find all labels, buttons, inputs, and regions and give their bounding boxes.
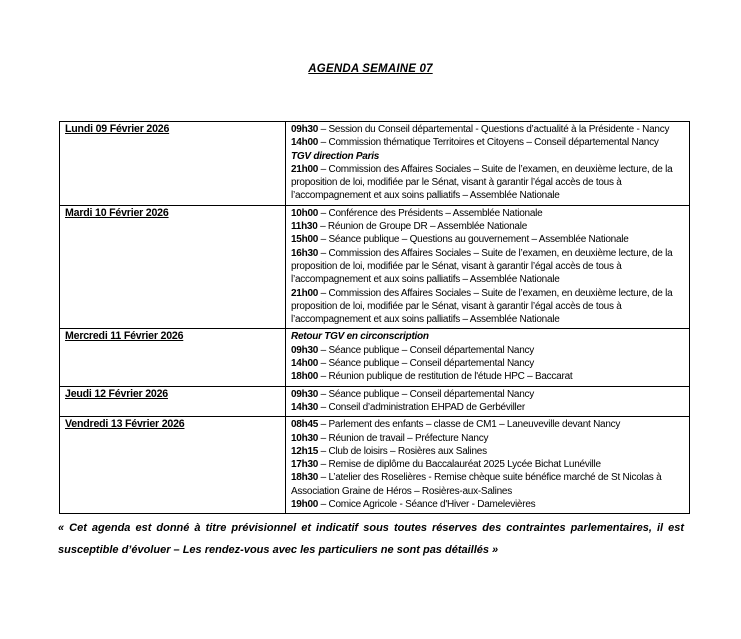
day-label: Lundi 09 Février 2026 [65, 123, 170, 135]
agenda-entry: 19h00 – Comice Agricole - Séance d'Hiver - Damelevières [291, 499, 536, 511]
agenda-entry: 09h30 – Session du Conseil départemental - Questions d’actualité à la Présidente - Nancy [291, 124, 670, 135]
agenda-table-body [60, 122, 690, 514]
entry-time: 10h00 [291, 207, 319, 219]
page-title [0, 63, 741, 75]
agenda-entry: 21h00 – Commission des Affaires Sociales – Suite de l’examen, en deuxième lecture, de la proposition de loi, modifiée par le Sénat, visant à garantir l’égal accès de tous à l’accompagnement et aux soins palliatifs – Assemblée Nationale [291, 287, 673, 326]
agenda-entry: 08h45 – Parlement des enfants – classe de CM1 – Laneuveville devant Nancy [291, 419, 621, 431]
agenda-entry: 14h00 – Séance publique – Conseil départemental Nancy [291, 358, 535, 370]
agenda-entry: 11h30 – Réunion de Groupe DR – Assemblée Nationale [291, 221, 528, 233]
table-row [60, 205, 690, 329]
agenda-note: Retour TGV en circonscription [291, 331, 429, 343]
entry-time: 18h30 [291, 472, 319, 484]
entry-time: 12h15 [291, 445, 319, 457]
agenda-entry: 14h00 – Commission thématique Territoires et Citoyens – Conseil départemental Nancy [291, 137, 659, 149]
agenda-entry: 18h00 – Réunion publique de restitution de l'étude HPC – Baccarat [291, 371, 573, 383]
entry-time: 09h30 [291, 344, 319, 356]
agenda-entry: 16h30 – Commission des Affaires Sociales – Suite de l’examen, en deuxième lecture, de la proposition de loi, modifiée par le Sénat, visant à garantir l’égal accès de tous à l’accompagnement et aux soins palliatifs – Assemblée Nationale [291, 247, 673, 286]
agenda-entry: 17h30 – Remise de diplôme du Baccalauréat 2025 Lycée Bichat Lunéville [291, 459, 601, 471]
entry-time: 09h30 [291, 388, 319, 400]
table-row [60, 386, 690, 417]
entries-cell [286, 417, 690, 514]
disclaimer-note: « Cet agenda est donné à titre prévisionnel et indicatif sous toutes réserves des contraintes parlementaires, il est susceptible d’évoluer – Les rendez-vous avec les particuliers ne sont pas détaillés » [58, 522, 684, 556]
day-label: Jeudi 12 Février 2026 [65, 387, 168, 400]
day-cell [60, 329, 286, 386]
agenda-entry: 14h30 – Conseil d’administration EHPAD de Gerbéviller [291, 401, 525, 413]
agenda-entry: 15h00 – Séance publique – Questions au gouvernement – Assemblée Nationale [291, 234, 629, 246]
entry-time: 17h30 [291, 459, 319, 471]
entry-time: 15h00 [291, 234, 319, 246]
agenda-entry: 21h00 – Commission des Affaires Sociales – Suite de l’examen, en deuxième lecture, de la proposition de loi, modifiée par le Sénat, visant à garantir l’égal accès de tous à l’accompagnement et aux soins palliatifs – Assemblée Nationale [291, 163, 673, 202]
agenda-entry: 09h30 – Séance publique – Conseil départemental Nancy [291, 344, 535, 356]
day-cell [60, 386, 286, 417]
entry-time: 14h00 [291, 137, 319, 149]
entry-time: 08h45 [291, 419, 319, 431]
agenda-table [59, 121, 690, 514]
day-label: Vendredi 13 Février 2026 [65, 418, 185, 431]
entry-time: 19h00 [291, 499, 319, 511]
agenda-entry: 12h15 – Club de loisirs – Rosières aux Salines [291, 445, 487, 457]
entry-time: 14h30 [291, 401, 319, 413]
entries-cell [286, 329, 690, 386]
entry-time: 18h00 [291, 371, 319, 383]
entry-time: 14h00 [291, 358, 319, 370]
day-label: Mardi 10 Février 2026 [65, 206, 169, 219]
day-label: Mercredi 11 Février 2026 [65, 330, 184, 343]
day-cell [60, 417, 286, 514]
day-cell [60, 205, 286, 329]
agenda-entry: 10h30 – Réunion de travail – Préfecture Nancy [291, 432, 489, 444]
entry-time: 11h30 [291, 221, 318, 233]
entries-cell [286, 205, 690, 329]
agenda-entry: 09h30 – Séance publique – Conseil départemental Nancy [291, 388, 535, 400]
table-row [60, 122, 690, 206]
entries-cell [286, 386, 690, 417]
entries-cell [286, 122, 690, 206]
day-cell [60, 122, 286, 206]
entry-time: 10h30 [291, 432, 319, 444]
page-title-text: AGENDA SEMAINE 07 [308, 63, 433, 75]
entry-time: 16h30 [291, 247, 319, 259]
entry-time: 21h00 [291, 287, 319, 299]
entry-time: 09h30 [291, 124, 319, 135]
table-row [60, 417, 690, 514]
agenda-note: TGV direction Paris [291, 150, 380, 162]
table-row [60, 329, 690, 386]
agenda-entry: 10h00 – Conférence des Présidents – Assemblée Nationale [291, 207, 543, 219]
agenda-entry: 18h30 – L’atelier des Roselières - Remise chèque suite bénéfice marché de St Nicolas à Association Graine de Héros – Rosières-aux-Salines [291, 472, 662, 497]
entry-time: 21h00 [291, 163, 319, 175]
